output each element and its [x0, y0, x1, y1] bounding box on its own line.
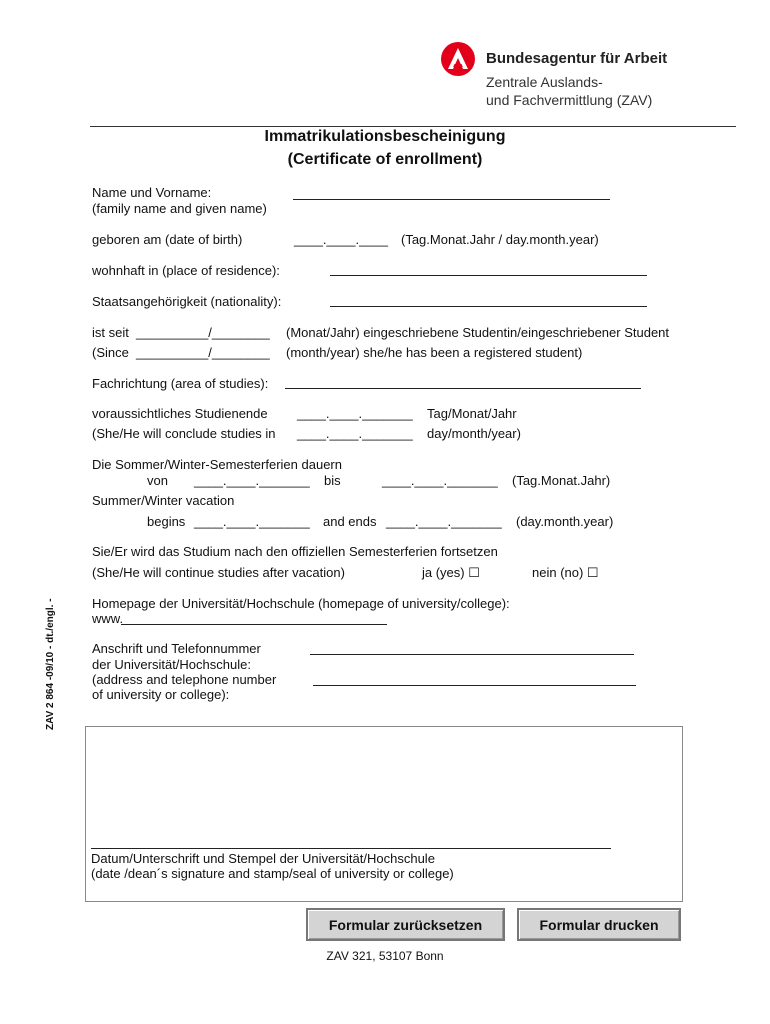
name-field[interactable]	[293, 199, 610, 200]
nationality-label: Staatsangehörigkeit (nationality):	[92, 294, 282, 309]
homepage-field[interactable]	[121, 624, 387, 625]
end-label-de: voraussichtliches Studienende	[92, 406, 268, 421]
document-subtitle: (Certificate of enrollment)	[287, 151, 483, 168]
print-form-button[interactable]: Formular drucken	[517, 908, 681, 941]
vacation-begins-field[interactable]: ____.____._______	[194, 514, 310, 529]
address-field-line1[interactable]	[310, 654, 634, 655]
end-format-de: Tag/Monat/Jahr	[427, 406, 517, 421]
since-suffix-en: (month/year) she/he has been a registered student)	[286, 345, 583, 360]
continue-label-de: Sie/Er wird das Studium nach den offiziellen Semesterferien fortsetzen	[92, 544, 498, 559]
vacation-label-de: Die Sommer/Winter-Semesterferien dauern	[92, 457, 342, 472]
since-prefix-de: ist seit	[92, 325, 129, 340]
since-suffix-de: (Monat/Jahr) eingeschriebene Studentin/eingeschriebener Student	[286, 325, 670, 340]
yes-checkbox[interactable]: ja (yes) ☐	[422, 565, 480, 580]
no-checkbox[interactable]: nein (no) ☐	[532, 565, 599, 580]
address-label-en2: of university or college):	[92, 687, 230, 702]
end-format-en: day/month/year)	[427, 426, 521, 441]
signature-line	[91, 848, 611, 849]
since-field-en[interactable]: __________/________	[136, 345, 270, 360]
end-label-en: (She/He will conclude studies in	[92, 426, 276, 441]
vacation-format-de: (Tag.Monat.Jahr)	[512, 473, 611, 488]
homepage-prefix: www.	[92, 611, 124, 626]
dob-label: geboren am (date of birth)	[92, 232, 243, 247]
name-label-de: Name und Vorname:	[92, 185, 212, 200]
footer-address: ZAV 321, 53107 Bonn	[326, 949, 444, 963]
brand-name: Bundesagentur für Arbeit	[486, 50, 668, 67]
address-label-de2: der Universität/Hochschule:	[92, 657, 251, 672]
signature-caption-de: Datum/Unterschrift und Stempel der Universität/Hochschule	[91, 851, 435, 866]
vacation-begins-label: begins	[147, 514, 186, 529]
form-code: ZAV 2 864 -09/10 - dt./engl. -	[45, 598, 56, 730]
end-field-en[interactable]: ____.____._______	[297, 426, 413, 441]
vacation-bis-label: bis	[324, 473, 341, 488]
address-field-line2[interactable]	[313, 685, 636, 686]
vacation-bis-field[interactable]: ____.____._______	[382, 473, 498, 488]
address-label-en1: (address and telephone number	[92, 672, 277, 687]
vacation-label-en: Summer/Winter vacation	[92, 493, 235, 508]
homepage-label: Homepage der Universität/Hochschule (homepage of university/college):	[92, 596, 510, 611]
ba-logo-icon	[441, 42, 475, 76]
document-title: Immatrikulationsbescheinigung	[264, 128, 506, 145]
residence-field[interactable]	[330, 275, 647, 276]
vacation-von-label: von	[147, 473, 168, 488]
vacation-ends-field[interactable]: ____.____._______	[386, 514, 502, 529]
signature-caption-en: (date /dean´s signature and stamp/seal of university or college)	[91, 866, 454, 881]
since-prefix-en: (Since	[92, 345, 129, 360]
end-field-de[interactable]: ____.____._______	[297, 406, 413, 421]
brand-subtitle-line1: Zentrale Auslands-	[486, 74, 603, 90]
continue-label-en: (She/He will continue studies after vacation)	[92, 565, 345, 580]
dob-field[interactable]: ____.____.____	[294, 232, 388, 247]
address-label-de1: Anschrift und Telefonnummer	[92, 641, 261, 656]
dob-format: (Tag.Monat.Jahr / day.month.year)	[401, 232, 599, 247]
residence-label: wohnhaft in (place of residence):	[92, 263, 280, 278]
vacation-von-field[interactable]: ____.____._______	[194, 473, 310, 488]
name-label-en: (family name and given name)	[92, 201, 267, 216]
reset-form-button[interactable]: Formular zurücksetzen	[306, 908, 505, 941]
since-field-de[interactable]: __________/________	[136, 325, 270, 340]
brand-subtitle-line2: und Fachvermittlung (ZAV)	[486, 92, 653, 108]
vacation-ends-label: and ends	[323, 514, 377, 529]
vacation-format-en: (day.month.year)	[516, 514, 614, 529]
studies-label: Fachrichtung (area of studies):	[92, 376, 269, 391]
header-divider	[90, 126, 736, 127]
studies-field[interactable]	[285, 388, 641, 389]
nationality-field[interactable]	[330, 306, 647, 307]
